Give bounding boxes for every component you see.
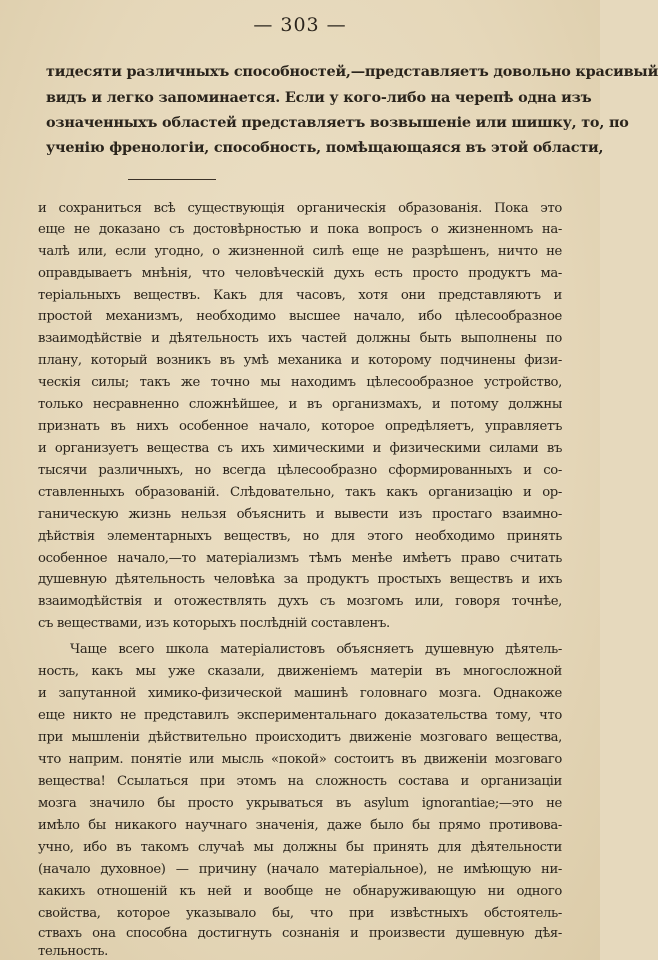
- text-line: и сохраниться всѣ существующія органическія образованія. Пока это: [38, 201, 562, 216]
- text-line: плану, который возникъ въ умѣ механика и которому подчинены физи-: [38, 353, 562, 368]
- text-line: мозга значило бы просто укрываться въ asylum ignorantiae;—это не: [38, 796, 562, 811]
- text-line: и организуетъ вещества съ ихъ химическими и физическими силами въ: [38, 441, 562, 456]
- top-line: означенныхъ областей представляетъ возвышеніе или шишку, то, по: [46, 114, 629, 131]
- text-line: вещества! Ссылаться при этомъ на сложность состава и организаціи: [38, 774, 562, 789]
- text-line: и запутанной химико-физической машинѣ головнаго мозга. Однакоже: [38, 686, 562, 701]
- text-line: учно, ибо въ такомъ случаѣ мы должны бы принять для дѣятельности: [38, 840, 562, 855]
- text-line: имѣло бы никакого научнаго значенія, даже было бы прямо противова-: [38, 818, 562, 833]
- text-line: какихъ отношеній къ ней и вообще не обнаруживающую ни одного: [38, 884, 562, 899]
- text-line: ганическую жизнь нельзя объяснить и вывести изъ простаго взаимно-: [38, 507, 562, 522]
- text-line: ческія силы; такъ же точно мы находимъ цѣлесообразное устройство,: [38, 375, 562, 390]
- text-line: ставленныхъ образованій. Слѣдовательно, такъ какъ организацію и ор-: [38, 485, 562, 500]
- text-line: свойства, которое указывало бы, что при извѣстныхъ обстоятель-: [38, 906, 562, 921]
- text-line: дѣйствія элементарныхъ веществъ, но для этого необходимо принять: [38, 529, 562, 544]
- text-line: ствахъ она способна достигнуть сознанія и произвести душевную дѣя-: [38, 926, 562, 941]
- text-line: чалѣ или, если угодно, о жизненной силѣ еще не разрѣшенъ, ничто не: [38, 244, 562, 259]
- top-line: тидесяти различныхъ способностей,—представляетъ довольно красивый: [46, 63, 658, 80]
- text-line: оправдываетъ мнѣнія, что человѣческій духъ есть просто продуктъ ма-: [38, 266, 562, 281]
- text-line: Чаще всего школа матеріалистовъ объясняетъ душевную дѣятель-: [70, 642, 562, 657]
- text-line: ность, какъ мы уже сказали, движеніемъ матеріи въ многосложной: [38, 664, 562, 679]
- text-line: взаимодѣйствія и отожествлять духъ съ мозгомъ или, говоря точнѣе,: [38, 594, 562, 609]
- text-line: при мышленіи дѣйствительно происходитъ движеніе мозговаго вещества,: [38, 730, 562, 745]
- text-line: тельность.: [38, 944, 108, 959]
- footnote-divider: [128, 179, 216, 180]
- top-line: ученію френологіи, способность, помѣщающаяся въ этой области,: [46, 139, 604, 156]
- text-line: что наприм. понятіе или мысль «покой» состоитъ въ движеніи мозговаго: [38, 752, 562, 767]
- text-line: душевную дѣятельность человѣка за продуктъ простыхъ веществъ и ихъ: [38, 572, 562, 587]
- text-line: тысячи различныхъ, но всегда цѣлесообразно сформированныхъ и со-: [38, 463, 562, 478]
- text-line: (начало духовное) — причину (начало матеріальное), не имѣющую ни-: [38, 862, 562, 877]
- text-line: еще никто не представилъ экспериментальнаго доказательства тому, что: [38, 708, 562, 723]
- text-line: взаимодѣйствіе и дѣятельность ихъ частей должны быть выполнены по: [38, 331, 562, 346]
- page-number: — 303 —: [253, 14, 347, 36]
- text-line: теріальныхъ веществъ. Какъ для часовъ, хотя они представляютъ и: [38, 288, 562, 303]
- top-line: видъ и легко запоминается. Если у кого-либо на черепѣ одна изъ: [46, 89, 592, 106]
- text-line: простой механизмъ, необходимо высшее начало, ибо цѣлесообразное: [38, 309, 562, 324]
- text-line: только несравненно сложнѣйшее, и въ организмахъ, и потому должны: [38, 397, 562, 412]
- text-line: еще не доказано съ достовѣрностью и пока вопросъ о жизненномъ на-: [38, 222, 562, 237]
- text-line: признать въ нихъ особенное начало, которое опредѣляетъ, управляетъ: [38, 419, 562, 434]
- text-line: съ веществами, изъ которыхъ послѣдній составленъ.: [38, 616, 390, 631]
- text-line: особенное начало,—то матеріализмъ тѣмъ менѣе имѣетъ право считать: [38, 551, 562, 566]
